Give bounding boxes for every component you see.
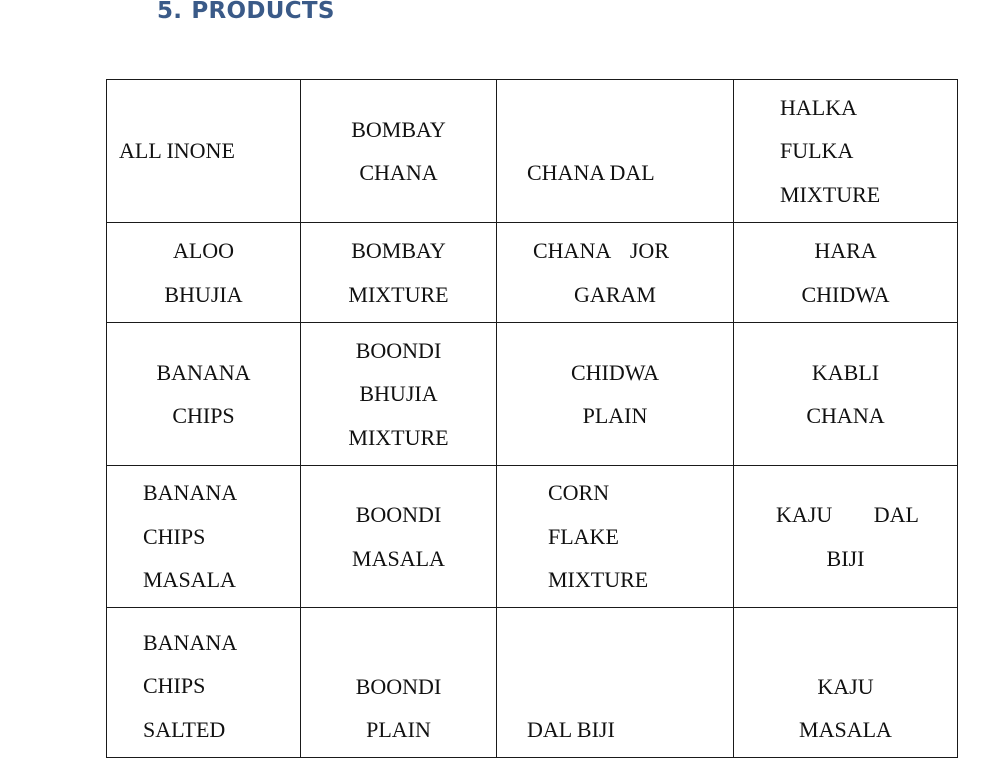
product-name: BANANA xyxy=(143,480,238,506)
product-name: BOMBAY xyxy=(351,238,446,263)
table-row xyxy=(107,608,958,758)
table-cell xyxy=(107,223,301,323)
product-name: BHUJIA xyxy=(359,381,438,407)
product-name: BOONDI xyxy=(355,502,442,527)
product-name: MASALA xyxy=(352,545,445,571)
product-name: BHUJIA xyxy=(164,281,243,307)
table-cell xyxy=(734,80,958,223)
product-name: CHIPS xyxy=(172,403,235,428)
table-cell xyxy=(497,80,734,223)
section-title: PRODUCTS xyxy=(191,0,335,24)
product-name-line xyxy=(497,229,733,273)
table-cell xyxy=(497,466,734,608)
product-name: MASALA xyxy=(143,567,236,593)
table-row xyxy=(107,323,958,466)
table-row xyxy=(107,223,958,323)
product-name: CHIDWA xyxy=(801,281,890,307)
product-name: SALTED xyxy=(143,716,226,742)
product-name: BOONDI xyxy=(355,337,442,363)
table-row xyxy=(107,80,958,223)
table-cell xyxy=(734,223,958,323)
product-name: CHIPS xyxy=(143,673,206,699)
table-cell xyxy=(734,466,958,608)
table-row xyxy=(107,466,958,608)
product-name: CHANA xyxy=(359,160,438,185)
product-name: MIXTURE xyxy=(780,181,881,207)
product-name: MIXTURE xyxy=(548,567,649,593)
product-name: CHANA xyxy=(533,238,612,263)
table-cell xyxy=(301,323,497,466)
table-cell xyxy=(107,80,301,223)
section-heading xyxy=(157,0,335,24)
product-name: ALOO xyxy=(172,238,235,263)
product-name-line xyxy=(734,493,957,537)
table-cell xyxy=(734,608,958,758)
product-name: CHANA xyxy=(806,403,885,428)
table-cell xyxy=(497,323,734,466)
table-cell xyxy=(301,80,497,223)
product-name: JOR xyxy=(629,238,669,263)
product-name: HALKA xyxy=(780,94,857,120)
table-cell xyxy=(301,608,497,758)
product-name: HARA xyxy=(814,238,877,263)
product-name: KAJU xyxy=(776,502,833,527)
table-cell xyxy=(107,323,301,466)
product-name: MASALA xyxy=(799,717,892,742)
product-name: PLAIN xyxy=(366,717,431,742)
section-number: 5. xyxy=(157,0,183,24)
product-name: ALL INONE xyxy=(119,138,235,164)
product-name: BOMBAY xyxy=(351,116,446,142)
product-name: GARAM xyxy=(574,281,656,307)
table-cell xyxy=(107,608,301,758)
table-cell xyxy=(301,466,497,608)
product-name: MIXTURE xyxy=(348,424,449,450)
product-name: DAL xyxy=(873,502,919,527)
product-name: KABLI xyxy=(811,359,880,385)
product-name: PLAIN xyxy=(582,403,648,428)
product-name: FULKA xyxy=(780,138,854,164)
product-name: CORN xyxy=(548,480,610,506)
products-table xyxy=(106,79,958,758)
product-name: BIJI xyxy=(826,545,865,571)
product-name: BANANA xyxy=(143,629,238,655)
table-cell xyxy=(497,223,734,323)
product-name: CHIPS xyxy=(143,523,206,549)
product-name: CHANA DAL xyxy=(527,160,655,186)
product-name: CHIDWA xyxy=(571,359,659,385)
product-name: BOONDI xyxy=(355,673,442,699)
table-cell xyxy=(107,466,301,608)
table-cell xyxy=(497,608,734,758)
table-cell xyxy=(301,223,497,323)
product-name: BANANA xyxy=(156,359,251,385)
product-name: FLAKE xyxy=(548,523,619,549)
product-name: KAJU xyxy=(817,673,874,699)
product-name: MIXTURE xyxy=(348,281,449,307)
product-name: DAL BIJI xyxy=(527,716,615,742)
table-cell xyxy=(734,323,958,466)
